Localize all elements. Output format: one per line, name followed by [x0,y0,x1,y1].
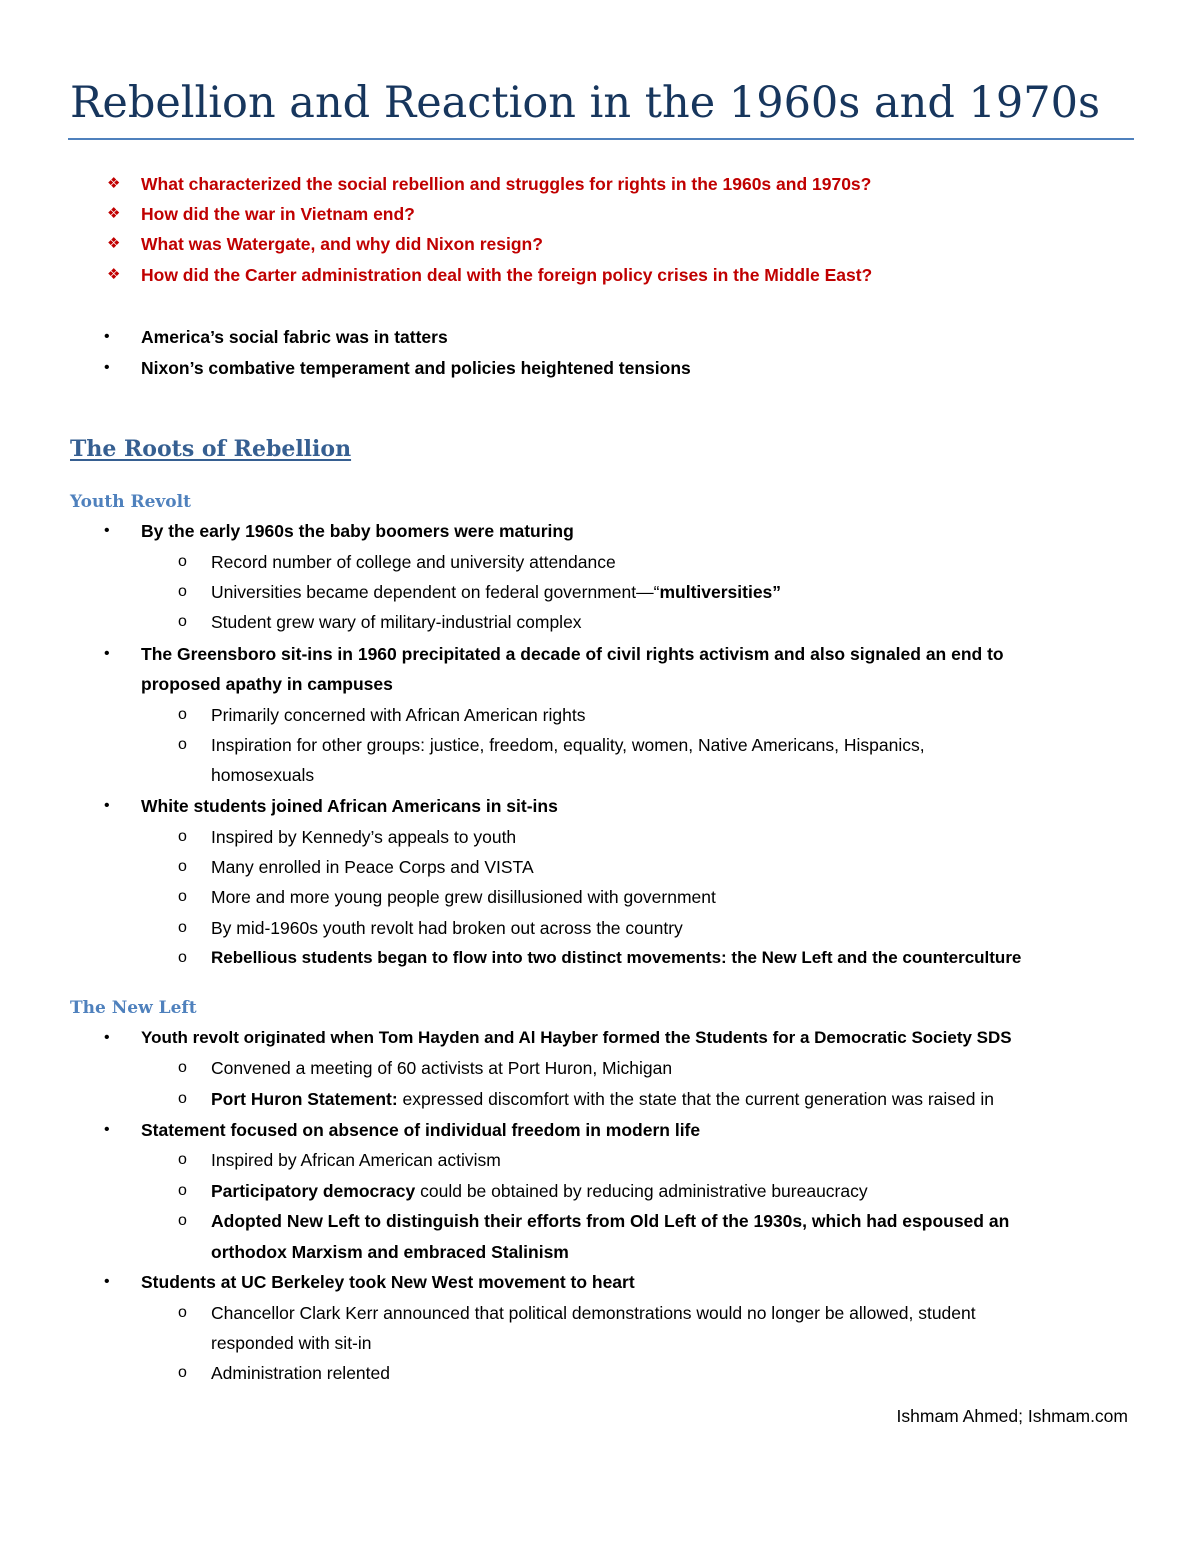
list-item: Administration relented [211,1363,390,1383]
list-item: Chancellor Clark Kerr announced that political demonstrations would no longer be allowed, student [211,1303,976,1323]
focus-question: How did the war in Vietnam end? [141,204,415,224]
list-item: Many enrolled in Peace Corps and VISTA [211,857,534,877]
list-item-continued: responded with sit-in [211,1333,372,1353]
sub-bullet-icon: o [178,613,187,630]
diamond-bullet-icon: ❖ [107,205,121,222]
bullet-icon: • [104,645,110,662]
sub-bullet-icon: o [178,828,187,845]
subsection-heading-new-left: The New Left [70,998,197,1018]
focus-question: What was Watergate, and why did Nixon resign? [141,234,543,254]
sub-bullet-icon: o [178,1182,187,1199]
list-item: More and more young people grew disillusioned with government [211,887,716,907]
focus-question: What characterized the social rebellion and struggles for rights in the 1960s and 1970s? [141,174,872,194]
diamond-bullet-icon: ❖ [107,266,121,283]
bullet-icon: • [104,1273,110,1290]
list-item: Youth revolt originated when Tom Hayden and Al Hayber formed the Students for a Democratic Society SDS [141,1028,1012,1047]
bullet-icon: • [104,1121,110,1138]
diamond-bullet-icon: ❖ [107,175,121,192]
list-item: Inspired by African American activism [211,1150,501,1170]
bullet-icon: • [104,359,110,376]
list-item: By mid-1960s youth revolt had broken out across the country [211,918,683,938]
list-item: Universities became dependent on federal government—“multiversities” [211,582,782,602]
list-item: The Greensboro sit-ins in 1960 precipitated a decade of civil rights activism and also signaled an end to [141,644,1004,664]
sub-bullet-icon: o [178,888,187,905]
sub-bullet-icon: o [178,553,187,570]
bullet-icon: • [104,797,110,814]
list-item: Student grew wary of military-industrial complex [211,612,582,632]
sub-bullet-icon: o [178,736,187,753]
focus-question: How did the Carter administration deal with the foreign policy crises in the Middle East? [141,265,873,285]
list-item: Participatory democracy could be obtained by reducing administrative bureaucracy [211,1181,868,1201]
bullet-icon: • [104,328,110,345]
bullet-icon: • [104,522,110,539]
section-heading: The Roots of Rebellion [70,436,352,462]
bullet-icon: • [104,1029,110,1046]
page-title: Rebellion and Reaction in the 1960s and 1970s [70,78,1101,128]
title-underline [68,138,1134,140]
sub-bullet-icon: o [178,706,187,723]
list-item: Convened a meeting of 60 activists at Port Huron, Michigan [211,1058,673,1078]
list-item-continued: orthodox Marxism and embraced Stalinism [211,1242,569,1262]
list-item: Statement focused on absence of individual freedom in modern life [141,1120,701,1140]
list-item: Rebellious students began to flow into two distinct movements: the New Left and the counterculture [211,948,1022,967]
list-item: Record number of college and university attendance [211,552,616,572]
sub-bullet-icon: o [178,919,187,936]
list-item: By the early 1960s the baby boomers were maturing [141,521,574,541]
list-item: Adopted New Left to distinguish their efforts from Old Left of the 1930s, which had espoused an [211,1211,1010,1231]
subsection-heading-youth-revolt: Youth Revolt [70,492,191,512]
sub-bullet-icon: o [178,949,187,966]
sub-bullet-icon: o [178,1212,187,1229]
list-item: White students joined African Americans in sit-ins [141,796,558,816]
list-item: Inspired by Kennedy’s appeals to youth [211,827,517,847]
sub-bullet-icon: o [178,1364,187,1381]
list-item: Inspiration for other groups: justice, freedom, equality, women, Native Americans, Hispanics, [211,735,925,755]
intro-bullet: America’s social fabric was in tatters [141,327,448,347]
page-footer: Ishmam Ahmed; Ishmam.com [896,1406,1128,1426]
sub-bullet-icon: o [178,858,187,875]
sub-bullet-icon: o [178,1304,187,1321]
list-item: Port Huron Statement: expressed discomfort with the state that the current generation was raised in [211,1089,994,1109]
sub-bullet-icon: o [178,583,187,600]
list-item-continued: homosexuals [211,765,315,785]
list-item-continued: proposed apathy in campuses [141,674,393,694]
list-item: Students at UC Berkeley took New West movement to heart [141,1272,635,1292]
list-item: Primarily concerned with African American rights [211,705,586,725]
sub-bullet-icon: o [178,1151,187,1168]
sub-bullet-icon: o [178,1059,187,1076]
sub-bullet-icon: o [178,1090,187,1107]
diamond-bullet-icon: ❖ [107,235,121,252]
intro-bullet: Nixon’s combative temperament and policies heightened tensions [141,358,691,378]
